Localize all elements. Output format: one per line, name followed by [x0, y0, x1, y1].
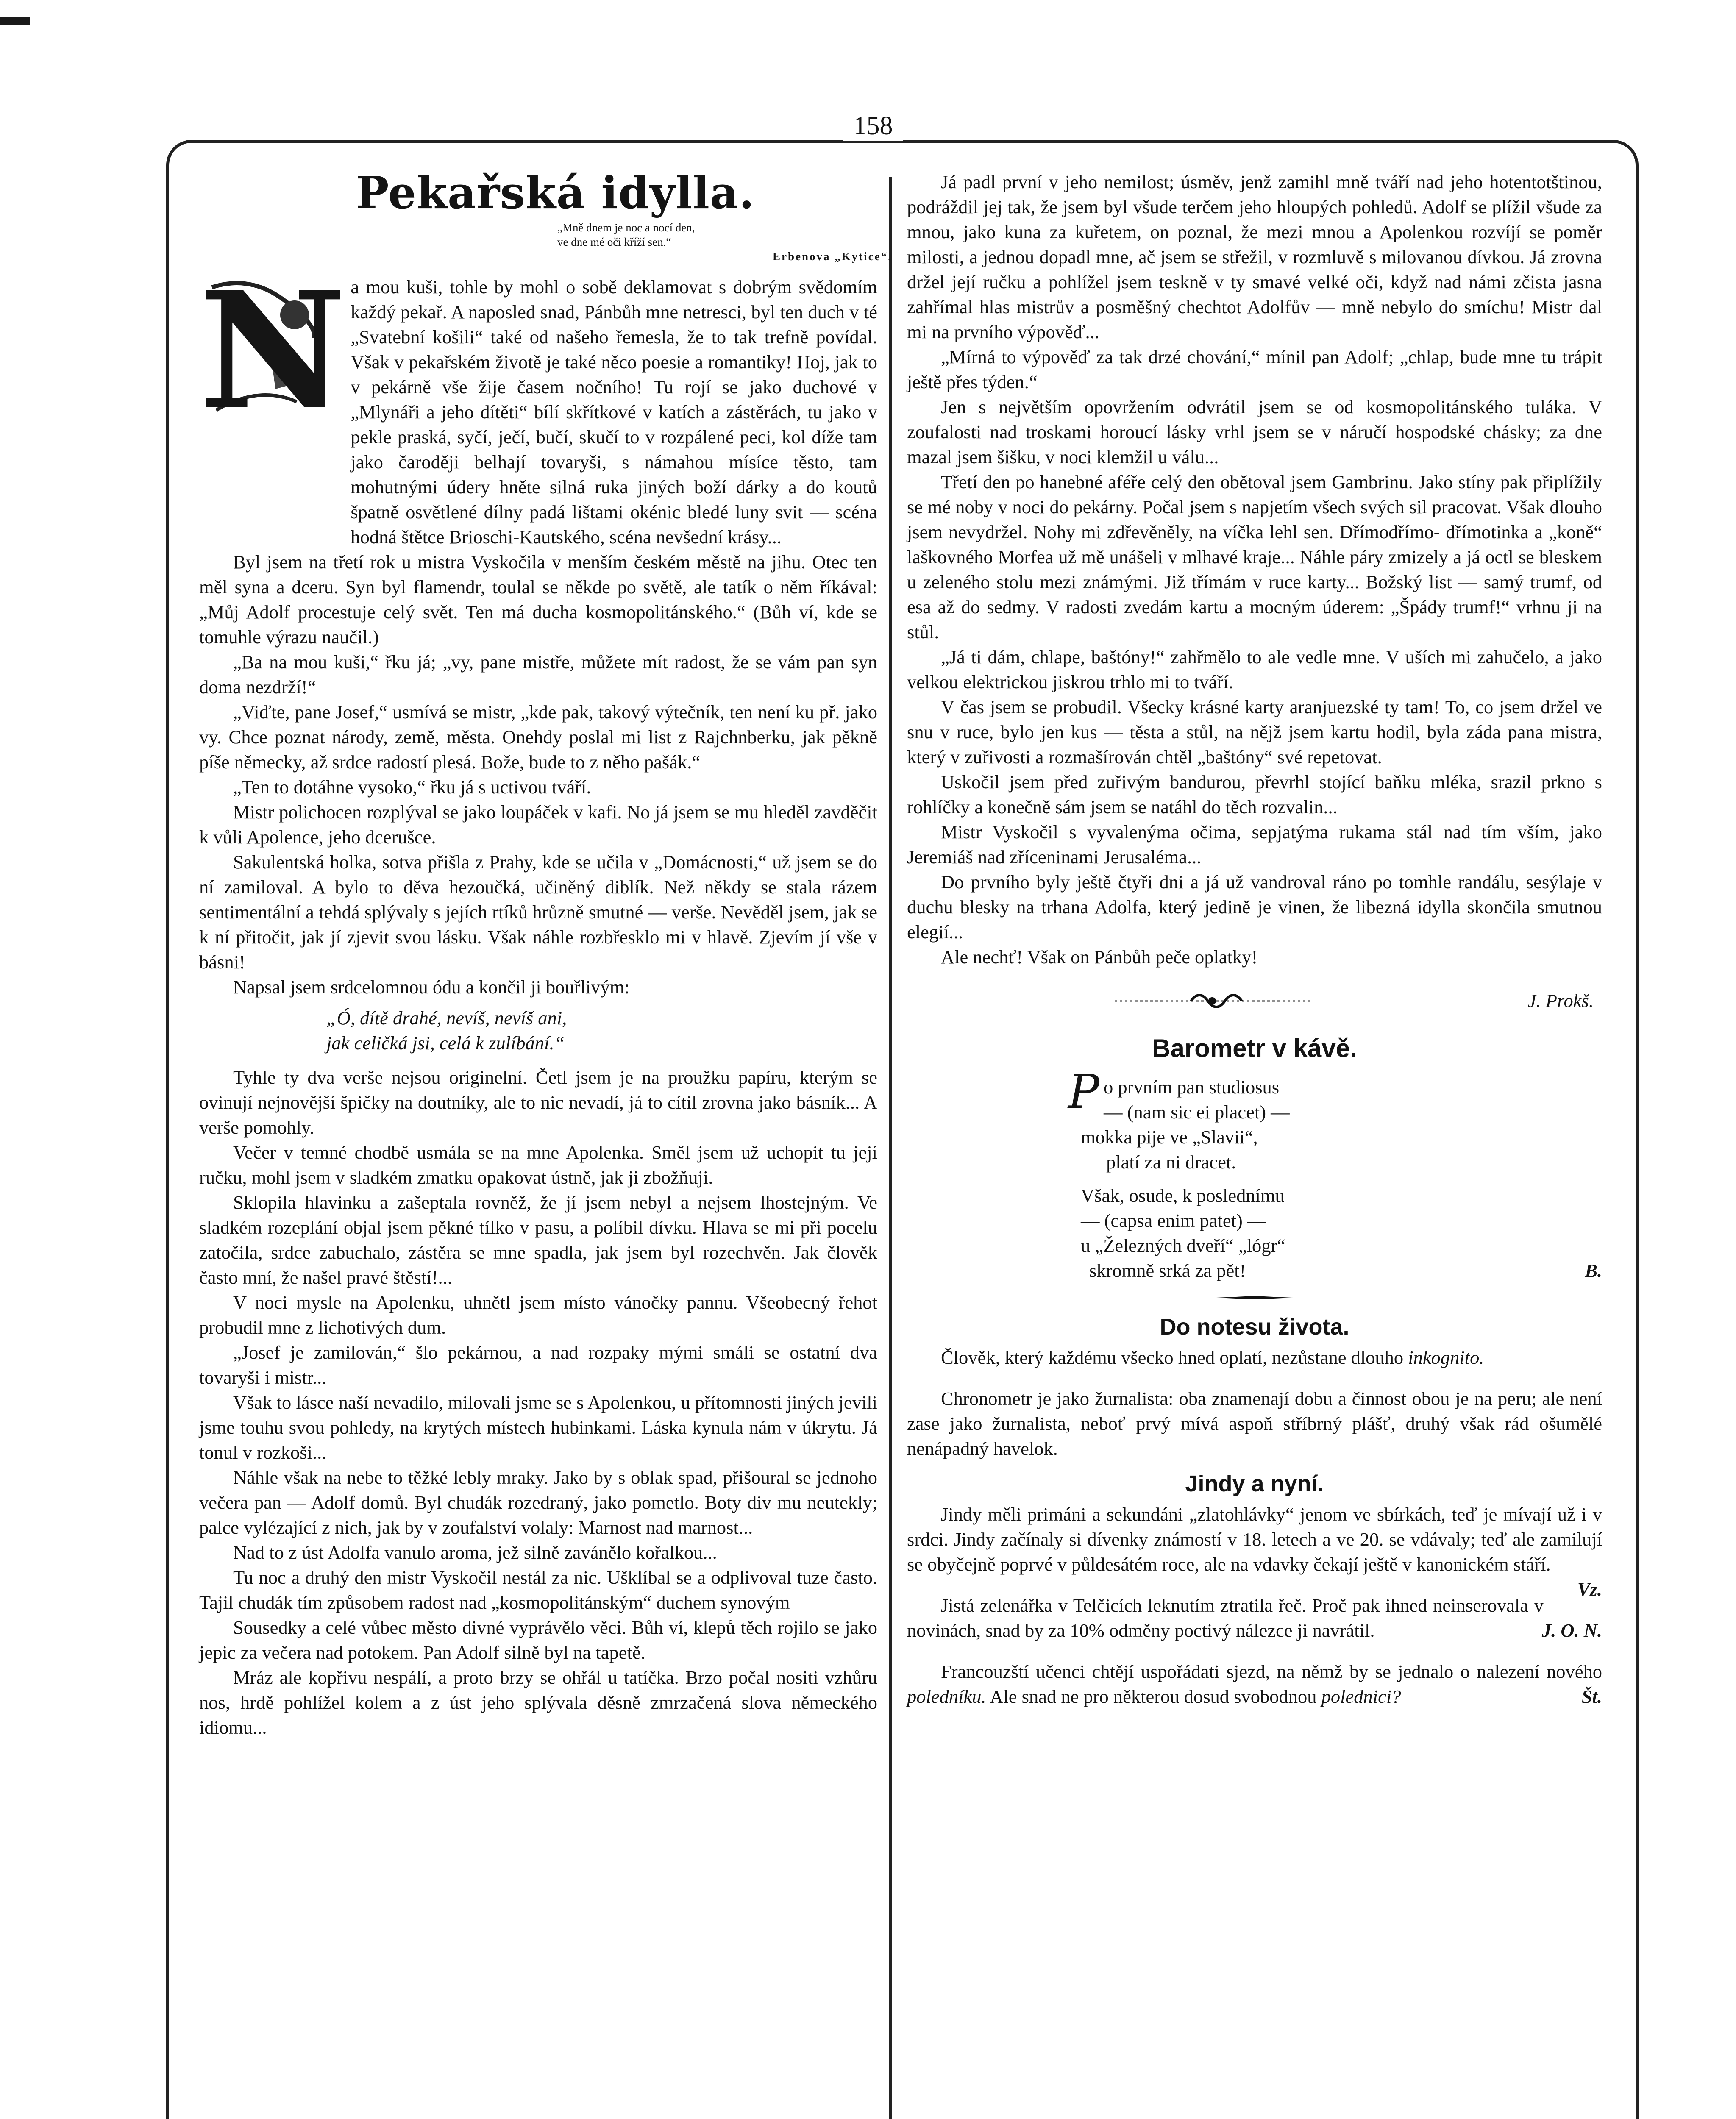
paragraph: a mou kuši, tohle by mohl o sobě deklamovat s dobrým svědomím každý pekař. A naposled snad, Pánbůh mne netresci, byl ten duch v té „Svatební košili“ také od našeho řemesla, že to tak trefně povídal. Však v pekařském životě je také něco poesie a romantiky! Hoj, jak to v pekárně vše žije časem nočního! Tu rojí se jako duchové v „Mlynáři a jeho dítěti“ bílí skřítkové v katích a zástěrách, tu jako v pekle praská, syčí, ječí, bučí, skučí to v rozpálené peci, kol díže tam jako čaroději belhají tovaryši, s námahou mísíce těsto, tam mohutnými údery hněte silná ruka jiných boží dárky a do koutů špatně osvětlené dílny padá lištami okénic bledé luny svit — scéna hodná štětce Brioschi-Kautského, scéna nevšední krásy... — [351, 276, 877, 548]
page-number: 158 — [843, 111, 903, 141]
paragraph: Mistr Vyskočil s vyvalenýma očima, sepjatýma rukama stál nad tím vším, jako Jeremiáš nad zříceninami Jerusaléma... — [907, 821, 1602, 868]
poem-line: u „Železných dveří“ „lógr“ — [1081, 1235, 1286, 1256]
poem-line: — (capsa enim patet) — — [1081, 1210, 1266, 1231]
poem — [1068, 1065, 1602, 1283]
paragraph: Já padl první v jeho nemilost; úsměv, jenž zamihl mně tváří nad jeho hotentotštinou, podráždil jej tak, že jsem byl všude terčem jeho hloupých pohledů. Adolf se plížil všude za mnou, jako kuna za kuřetem, on poznal, že mezi mnou a Apolenkou rozvíjí se poměr milosti, a jednou dopadl mne, ač jsem se střežil, v rozmluvě s milovanou dívkou. Já zrovna držel její ručku a pohlížel jsem teskně v ty smavé velké oči, když nad námi zčista jasna zahřímal hlas mistrův a posměšný chechtot Adolfův — mně nebylo do smíchu! Mistr dal mi na prvního výpověď... — [907, 171, 1602, 342]
poem-line: — (nam sic ei placet) — — [1104, 1101, 1290, 1123]
note-paragraph — [907, 1659, 1602, 1709]
note-paragraph: Chronometr je jako žurnalista: oba znamenají dobu a činnost obou je na peru; ale není zase jako žurnalista, neboť prvý mívá aspoň stříbrný plášť, druhý však rád ošumělé nenápadný havelok. — [907, 1388, 1602, 1459]
paragraph: V čas jsem se probudil. Všecky krásné karty aranjuezské ty tam! To, co jsem držel ve snu v ruce, bylo jen kus — těsta a stůl, na nějž jsem kartu hodil, byla záda pana mistra, který v zuřivosti a rozmašírován chtěl „baštóny“ své repetovat. — [907, 696, 1602, 768]
right-column — [907, 170, 1602, 1709]
section-title-barometr: Barometr v kávě. — [1152, 1034, 1357, 1062]
left-column — [199, 165, 892, 1740]
paragraph: Byl jsem na třetí rok u mistra Vyskočila v menším českém městě na jihu. Otec ten měl syna a dceru. Syn byl flamendr, toulal se někde po světě, ale tatík o něm říkával: „Můj Adolf procestuje celý svět. Ten má ducha kosmopolitánského.“ (Bůh ví, kde se tomuhle výrazu naučil.) — [199, 551, 877, 648]
paragraph: Večer v temné chodbě usmála se na mne Apolenka. Směl jsem už uchopit tu její ručku, mohl jsem v sladkém zmatku opakovat ústně, jak ji zbožňuji. — [199, 1142, 877, 1188]
paragraph: Nad to z úst Adolfa vanulo aroma, jež silně zavánělo kořalkou... — [233, 1542, 717, 1563]
paragraph: „Viďte, pane Josef,“ usmívá se mistr, „kde pak, takový výtečník, ten není ku př. jako vy. Chce poznat národy, země, města. Onehdy poslal mi list z Rajchnberku, jak pěkně píše německy, až srdce radostí plesá. Bože, bude to z něho pašák.“ — [199, 701, 877, 773]
paragraph: „Josef je zamilován,“ šlo pekárnou, a nad rozpaky mými smáli se ostatní dva tovaryši i mistr... — [199, 1342, 877, 1388]
paragraph: Náhle však na nebe to těžké lebly mraky. Jako by s oblak spad, přišoural se jednoho večera pan — Adolf domů. Byl chudák rozedraný, jako pometlo. Boty div mu neutekly; palce vylézající z nich, jak by v zoufalství volaly: Marnost nad marnost... — [199, 1467, 877, 1538]
author-signature: J. Prokš. — [1527, 990, 1594, 1011]
note-text: Jindy měli primáni a sekundáni „zlatohlávky“ jenom ve sbírkách, teď je mívají už i v srdci. Jindy začínaly si dívenky známostí v 18. letech a ve 20. se vdávaly; teď ale zamilují se obyčejně poprvé v půldesátém roce, ale na vdavky čekají ještě v kanonickém stáří. — [907, 1504, 1602, 1575]
note-paragraph — [907, 1345, 1602, 1370]
poem-line: mokka pije ve „Slavii“, — [1081, 1126, 1258, 1148]
paragraph: Třetí den po hanebné aféře celý den obětoval jsem Gambrinu. Jako stíny pak připlížily se mé noby v noci do pekárny. Počal jsem s napjetím všech svých sil pracovat. Však dlouho jsem nevydržel. Nohy mi zdřevěněly, na víčka lehl sen. Dřímodřímo- dřímotinka a „koně“ laškovného Morfea už mě unášeli v mlhavé kraje... Náhle páry zmizely a já octl se bleskem u zeleného stolu mezi známými. Již třímám v ruce karty... Božský list — samý trumf, od esa až do sedmy. V radosti zvedám kartu a mocným úderem: „Špády trumf!“ vrhnu ji na stůl. — [907, 471, 1602, 642]
paragraph: „Já ti dám, chlape, baštóny!“ zahřmělo to ale vedle mne. V uších mi zahučelo, a jako velkou elektrickou jiskrou trhlo mi to tváří. — [907, 646, 1602, 692]
article-title: Pekařská idylla. — [356, 167, 755, 219]
poem-line: o prvním pan studiosus — [1104, 1076, 1280, 1098]
note-italic: poledníku. — [907, 1686, 986, 1707]
paragraph: Však to lásce naší nevadilo, milovali jsme se s Apolenkou, u přítomnosti jiných jevili jsme touhu svou pohledy, na krytých místech hubinkami. Láska kynula nám v úkrytu. Já tonul v rozkoši... — [199, 1392, 877, 1463]
drop-cap — [199, 256, 347, 445]
scan-mark — [0, 17, 30, 25]
paragraph: „Ten to dotáhne vysoko,“ řku já s uctivou tváří. — [233, 776, 591, 798]
note-italic: inkognito. — [1408, 1347, 1484, 1368]
paragraph: Uskočil jsem před zuřivým bandurou, převrhl stojící baňku mléka, srazil prkno s rohlíčky a konečně sám jsem se natáhl do těch rozvalin... — [907, 771, 1602, 818]
verse-line: „Ó, dítě drahé, nevíš, nevíš ani, — [326, 1007, 567, 1029]
paragraph: Sousedky a celé vůbec město divné vyprávělo věci. Bůh ví, klepů těch rojilo se jako jepic za večera nad potokem. Pan Adolf silně byl na tapetě. — [199, 1617, 877, 1663]
paragraph: „Ba na mou kuši,“ řku já; „vy, pane mistře, můžete mít radost, že se vám pan syn doma nezdrží!“ — [199, 651, 877, 698]
paragraph: Do prvního byly ještě čtyři dni a já už vandroval ráno po tomhle randálu, sesýlaje v duchu blesky na trhana Adolfa, který jedině je vinen, že libezná idylla skončila smutnou elegií... — [907, 871, 1602, 943]
drop-cap-letter: N — [199, 256, 347, 445]
epigraph — [557, 220, 892, 264]
paragraph: „Mírná to výpověď za tak drzé chování,“ mínil pan Adolf; „chlap, bude mne tu trápit ještě přes týden.“ — [907, 346, 1602, 392]
note-signature: Vz. — [1577, 1579, 1602, 1600]
verse-line: jak celičká jsi, celá k zulíbání.“ — [326, 1032, 565, 1054]
section-title-notes: Do notesu života. — [1160, 1314, 1349, 1340]
poem-line: skromně srká za pět! — [1089, 1260, 1246, 1281]
paragraph: Tu noc a druhý den mistr Vyskočil nestál za nic. Ušklíbal se a odplivoval tuze často. Tajil chudák tím způsobem radost nad „kosmopolitánským“ duchem synovým — [199, 1567, 877, 1613]
poem-line: platí za ni dracet. — [1106, 1151, 1236, 1173]
column-divider — [889, 177, 892, 2119]
paragraph: Sakulentská holka, sotva přišla z Prahy, kde se učila v „Domácnosti,“ už jsem se do ní zamiloval. A bylo to děva hezoučká, učiněný diblík. Než někdy se stala rázem sentimentální a tehdá splývaly s jejích rtíků hrůzně smutné — verše. Nevěděl jsem, jak se k ní přitočit, jak jí zjevit svou lásku. Však náhle rozbřesklo mi v hlavě. Zjevím jí vše v básni! — [199, 851, 877, 973]
paragraph: Sklopila hlavinku a zašeptala rovněž, že jí jsem nebyl a nejsem lhostejným. Ve sladkém rozeplání objal jsem pěkné tílko v pasu, a políbil dívku. Hlava se mi při pocelu zatočila, srdce zabuchalo, zástěra se mne spadla, jak jsem byl rozechvěn. Jak člověk často mní, že našel pravé štěstí!... — [199, 1192, 877, 1288]
note-text: Ale snad ne pro některou dosud svobodnou — [990, 1686, 1317, 1707]
opening-paragraph — [199, 256, 877, 550]
epigraph-line: „Mně dnem je noc a nocí den, — [557, 221, 695, 234]
poem-line: Však, osude, k poslednímu — [1081, 1185, 1285, 1206]
epigraph-source: Erbenova „Kytice“. — [773, 250, 892, 263]
paragraph: Mráz ale kopřivu nespálí, a proto brzy se ohřál u tatíčka. Brzo počal nositi vzhůru nos, hrdě pohlížel kolem a z úst jeho splývala děsně zmrzačená slova německého idiomu... — [199, 1667, 877, 1738]
note-paragraph — [907, 1593, 1602, 1643]
note-text: Francouzští učenci chtějí uspořádati sjezd, na němž by se jednalo o nalezení nového — [941, 1661, 1602, 1682]
separator — [1216, 1296, 1293, 1299]
poem-initial: P — [1068, 1065, 1100, 1119]
epigraph-line: ve dne mé oči kříží sen.“ — [557, 236, 671, 248]
paragraph: Ale nechť! Však on Pánbůh peče oplatky! — [941, 946, 1258, 968]
section-title-jindy: Jindy a nyní. — [1185, 1471, 1324, 1496]
floral-ornament-icon — [1115, 993, 1310, 1009]
paragraph: Tyhle ty dva verše nejsou originelní. Četl jsem je na proužku papíru, kterým se ovinují nejnovější špičky na doutníky, ale to nic nevadí, já to cítil zrovna jako básník... A verše pomohly. — [199, 1067, 877, 1138]
paragraph: Mistr polichocen rozplýval se jako loupáček v kafi. No já jsem se mu hleděl zavděčit k vůli Apolence, jeho dcerušce. — [199, 801, 877, 848]
note-italic: polednici? — [1321, 1686, 1401, 1707]
verse-quote — [326, 1006, 877, 1056]
note-text: Jistá zelenářka v Telčicích leknutím ztratila řeč. Proč pak ihned neinserovala v novinách, snad by za 10% odměny poctivý nálezce ji navrátil. — [907, 1595, 1544, 1641]
paragraph: Jen s největším opovržením odvrátil jsem se od kosmopolitánského tuláka. V zoufalosti nad troskami horoucí lásky vrhl jsem se v náručí hospodské chásky; za dne mazal jsem šišku, v noci klemžil u válu... — [907, 396, 1602, 467]
paragraph: V noci mysle na Apolenku, uhnětl jsem místo vánočky pannu. Všeobecný řehot probudil mne z lichotivých dum. — [199, 1292, 877, 1338]
paragraph: Napsal jsem srdcelomnou ódu a končil ji bouřlivým: — [233, 976, 630, 998]
note-text: Člověk, který každému všecko hned oplatí, nezůstane dlouho — [941, 1347, 1404, 1368]
note-signature: Št. — [1581, 1686, 1602, 1707]
poem-signature: B. — [1585, 1260, 1602, 1281]
note-signature: J. O. N. — [1541, 1620, 1602, 1641]
note-paragraph — [907, 1502, 1602, 1600]
article-end-ornament — [907, 984, 1602, 1018]
